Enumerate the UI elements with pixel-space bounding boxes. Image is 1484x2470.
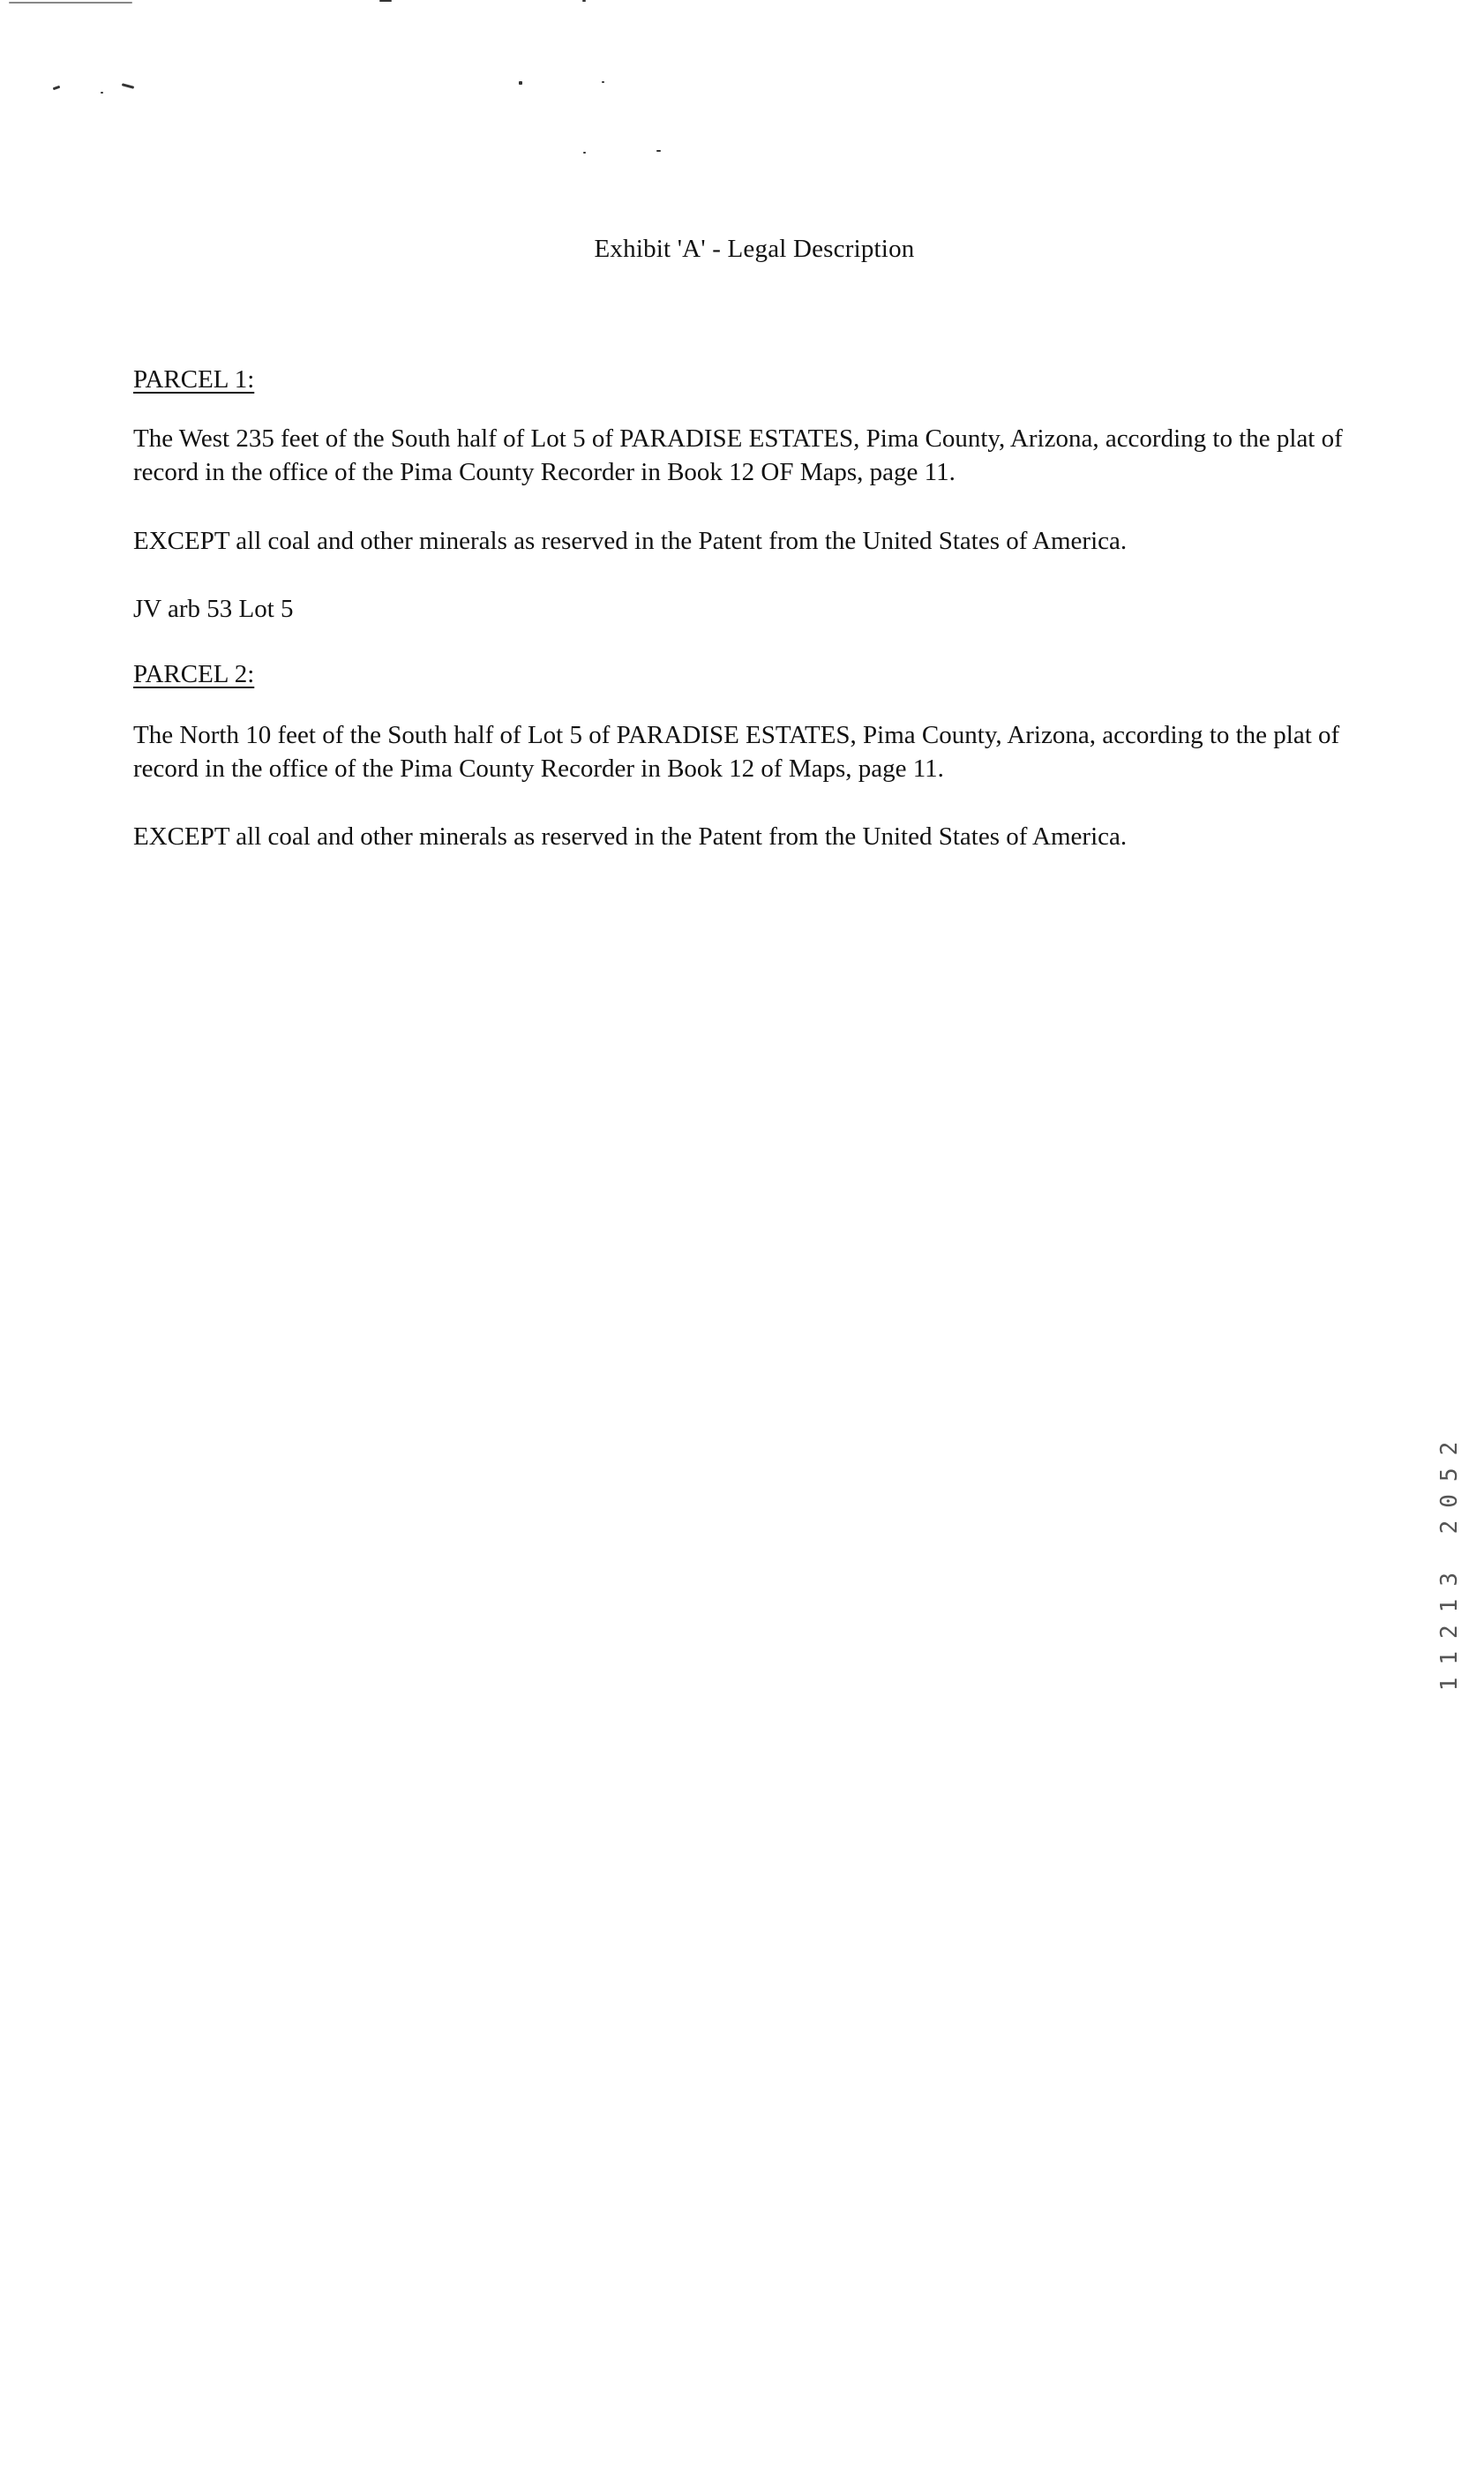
parcel-2-heading: PARCEL 2: [133,660,255,688]
scan-mark [519,81,522,85]
scan-mark [9,2,132,4]
scan-mark [583,152,586,154]
scan-mark [122,83,134,89]
scan-mark [656,150,661,152]
recording-stamp-text: 11213 2052 [1436,1429,1463,1692]
parcel-2-exception: EXCEPT all coal and other minerals as reserved in the Patent from the United States of America. [133,822,1128,851]
scan-mark [379,0,392,2]
parcel-1-description: The West 235 feet of the South half of Lot 5 of PARADISE ESTATES, Pima County, Arizona, according to the plat of record in the office of the Pima County Recorder in Book 12 OF Maps, page 11. [133,424,1343,486]
scan-mark [53,86,61,91]
scan-mark [582,0,586,2]
scan-mark [602,81,604,83]
parcel-1-exception: EXCEPT all coal and other minerals as reserved in the Patent from the United States of America. [133,527,1128,555]
recording-stamp [1436,1401,1463,1719]
scan-mark [101,92,103,94]
parcel-1-note: JV arb 53 Lot 5 [133,595,294,623]
document-title: Exhibit 'A' - Legal Description [594,235,915,263]
parcel-2-description: The North 10 feet of the South half of Lot 5 of PARADISE ESTATES, Pima County, Arizona, according to the plat of record in the office of the Pima County Recorder in Book 12 of Maps, page 11. [133,721,1340,783]
parcel-1-heading: PARCEL 1: [133,365,255,394]
